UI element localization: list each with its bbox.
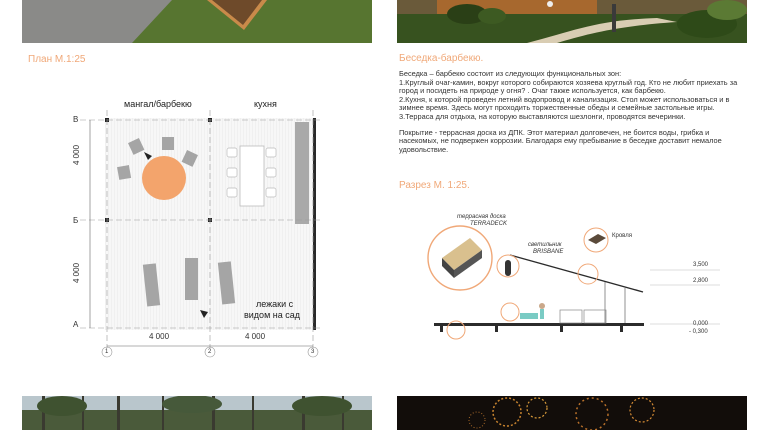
level-3500: 3,500 [693,262,709,268]
axis-label-a: А [73,320,79,329]
plan-drawing [60,100,340,370]
dim-side-bottom: 4 000 [72,262,81,283]
section-roof-label: Кровля [612,233,632,239]
dim-bottom-left: 4 000 [149,332,170,341]
section-deck-label-2: TERRADECK [470,221,508,227]
section-deck-label-1: террасная доска [457,214,506,220]
section-title: Разрез М. 1:25. [399,180,470,191]
gazebo-paragraph-hearth: 1.Круглый очаг-камин, вокруг которого собираются хозяева круглый год. Кто не любит приехать за город и посидеть на природе у огня? . Очаг также используется, как барбекю. [399,77,738,96]
gazebo-title: Беседка-барбекю. [399,53,484,64]
section-drawing [420,210,740,345]
gazebo-paragraph-zones: Беседка – барбекю состоит из следующих функциональных зон: [399,69,622,78]
photo-bottom-right [397,396,747,430]
axis-label-2: 2 [208,349,212,355]
photo-top-left [22,0,372,43]
axis-label-b: Б [73,216,79,225]
gazebo-paragraph-material: Покрытие - террасная доска из ДПК. Этот материал долговечен, не боится воды, грибка и насекомых, не подвержен коррозии. Благодаря ему пребывание в беседке доставит немалое удовольствие. [399,127,722,154]
level-2800: 2,800 [693,278,709,284]
axis-label-3: 3 [311,349,315,355]
section-lamp-label-2: BRISBANE [533,249,564,255]
gazebo-description [399,70,749,154]
gazebo-paragraph-terrace: 3.Терраса для отдыха, на которую выставляются шезлонги, проводятся вечеринки. [399,111,686,121]
grill-label: мангал/барбекю [124,99,192,109]
loungers-label-line-1: лежаки с [256,299,294,309]
photo-top-right [397,0,747,43]
dim-bottom-right: 4 000 [245,332,266,341]
loungers-label-line-2: видом на сад [244,310,300,320]
section-lamp-label-1: светильник [528,242,562,248]
gazebo-paragraph-kitchen: 2.Кухня, к которой проведен летний водопровод и канализация. Стол может использоваться и в зимнее время. Здесь могут проходить торжественные обеды и семейные застольные игры. [399,94,730,113]
plan-title: План М.1:25 [28,54,86,65]
kitchen-label: кухня [254,99,277,109]
axis-label-1: 1 [105,349,109,355]
photo-bottom-left [22,396,372,430]
dim-side-top: 4 000 [72,144,81,165]
level-minus-0300: - 0,300 [689,329,708,335]
axis-label-v: В [73,115,79,124]
level-0000: 0,000 [693,321,709,327]
